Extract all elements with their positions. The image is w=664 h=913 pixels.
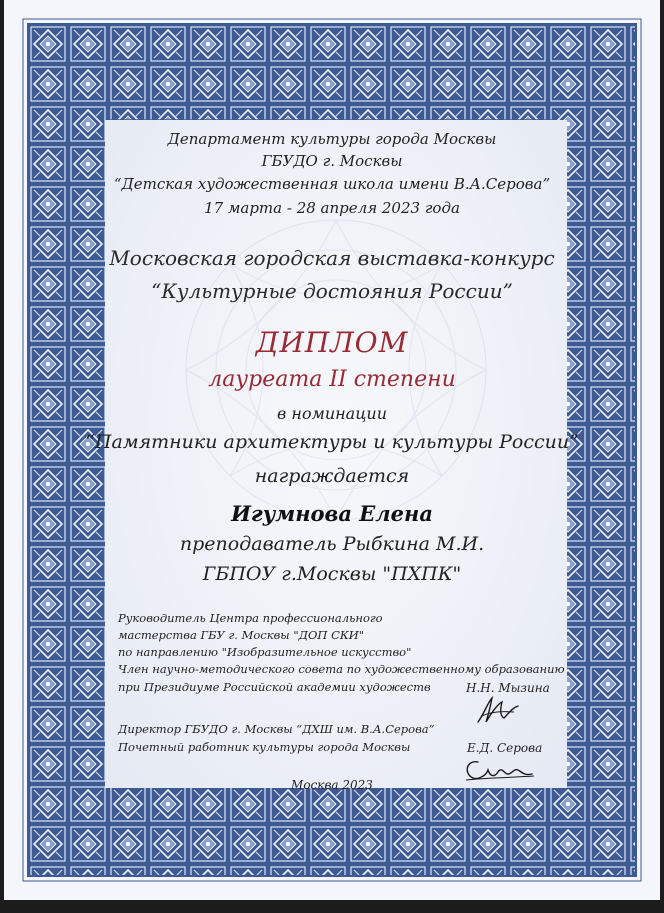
organizer-line-2: ГБУДО г. Москвы [261,152,403,170]
organizer-line-1: Департамент культуры города Москвы [167,130,497,148]
signatory1-name: Н.Н. Мызина [466,681,550,695]
signatory1-line: Член научно-методического совета по художественному образованию [118,662,565,676]
awarded-label: награждается [254,465,410,487]
signatory1-line: при Президиуме Российской академии художеств [118,680,431,694]
recipient-school: ГБПОУ г.Москвы "ПХПК" [202,563,462,585]
signatory1-line: мастерства ГБУ г. Москвы "ДОП СКИ" [118,628,365,642]
recipient-name: Игумнова Елена [231,501,433,526]
contest-dates: 17 марта - 28 апреля 2023 года [204,199,460,217]
diploma-title: ДИПЛОМ [255,326,409,359]
diploma-degree: лауреата II степени [208,367,456,392]
contest-name: “Культурные достояния России” [151,279,513,303]
nomination-name: “Памятники архитектуры и культуры России” [85,431,579,453]
signatory1-line: по направлению "Изобразительное искусство" [118,645,412,659]
contest-title: Московская городская выставка-конкурс [109,246,555,270]
organizer-line-3: “Детская художественная школа имени В.А.Серова” [113,175,551,193]
signatory1-line: Руководитель Центра профессионального [118,611,383,625]
nomination-intro: в номинации [277,404,387,423]
signature-1 [474,694,524,726]
city-year: Москва 2023 [291,778,373,792]
recipient-teacher: преподаватель Рыбкина М.И. [179,533,485,555]
signatory2-line: Директор ГБУДО г. Москвы “ДХШ им. В.А.Серова” [118,722,435,736]
signatory2-name: Е.Д. Серова [467,741,543,755]
signatory2-line: Почетный работник культуры города Москвы [118,740,411,754]
